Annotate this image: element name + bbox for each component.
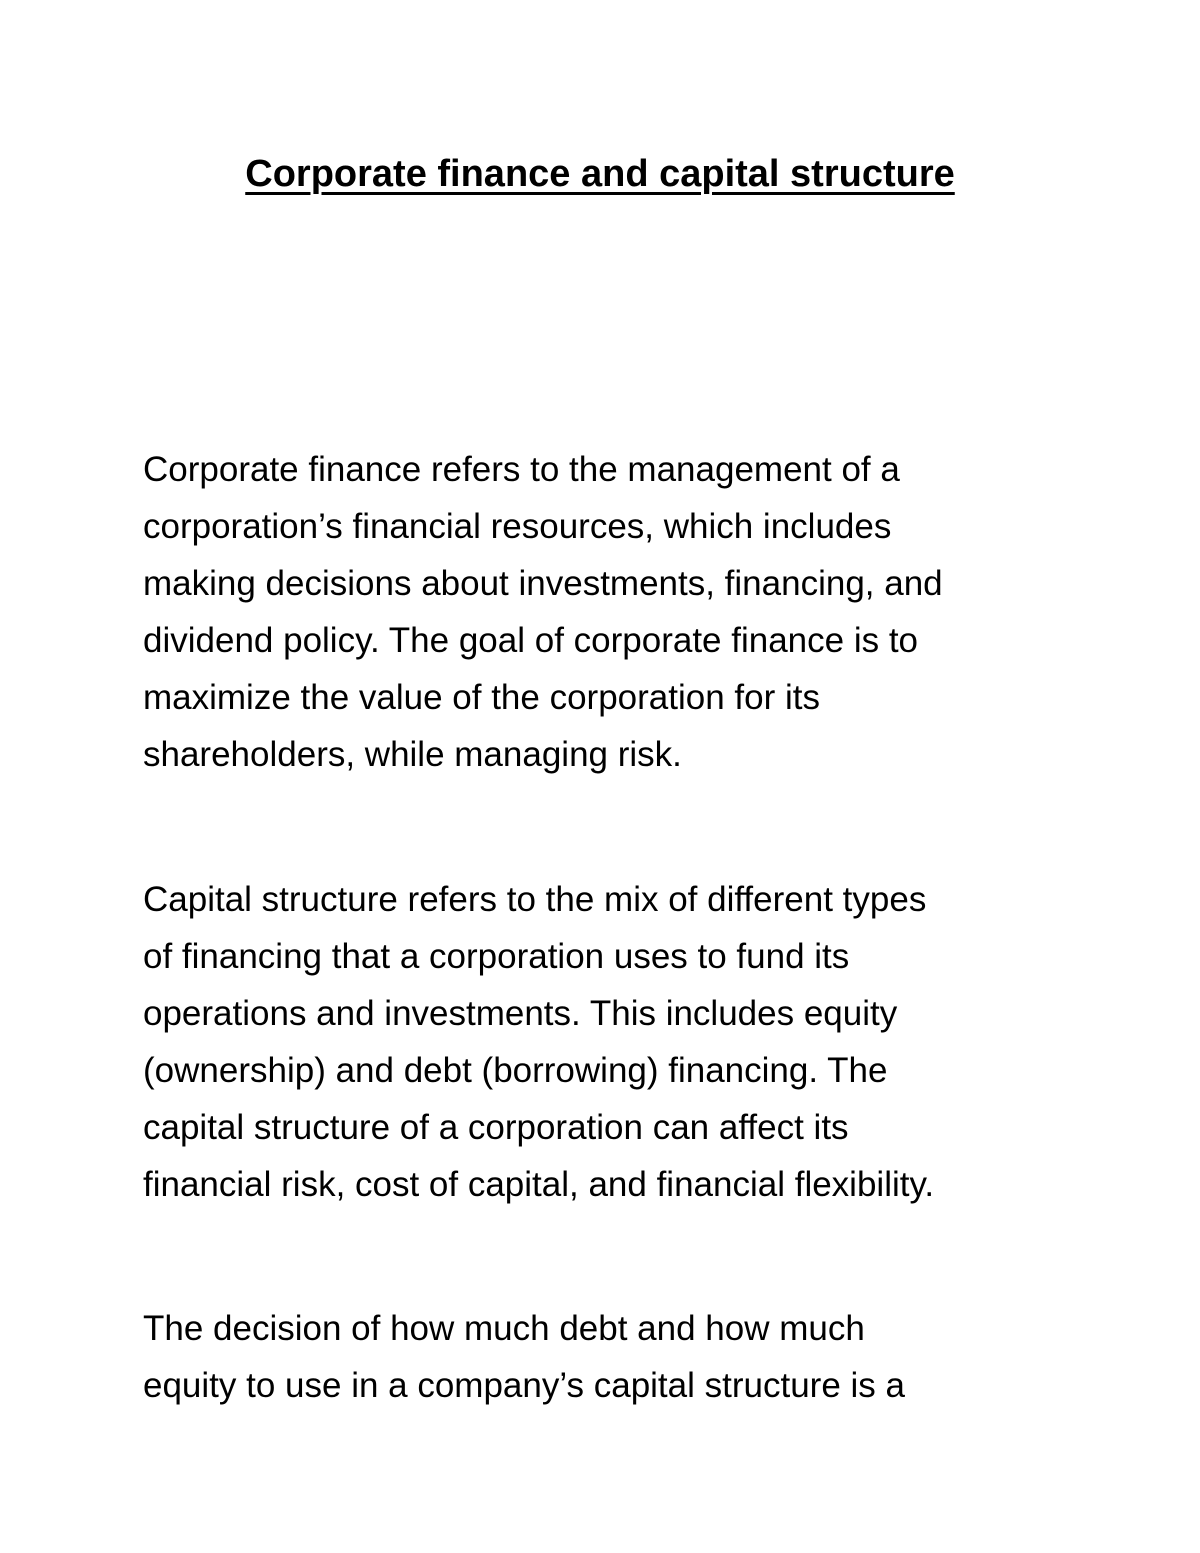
paragraph-debt-equity-decision xyxy=(143,1300,1103,1414)
paragraph-line: Capital structure refers to the mix of different types xyxy=(143,880,927,919)
paragraph-line: of financing that a corporation uses to fund its xyxy=(143,937,850,976)
paragraph-corporate-finance xyxy=(143,441,1103,783)
paragraph-line: The decision of how much debt and how much xyxy=(143,1309,865,1348)
paragraph-line: dividend policy. The goal of corporate finance is to xyxy=(143,621,919,660)
paragraph-line: operations and investments. This includes equity xyxy=(143,994,898,1033)
document-title: Corporate finance and capital structure xyxy=(245,153,955,195)
paragraph-line: corporation’s financial resources, which includes xyxy=(143,507,892,546)
paragraph-capital-structure xyxy=(143,871,1103,1213)
paragraph-line: (ownership) and debt (borrowing) financing. The xyxy=(143,1051,888,1090)
paragraph-line: shareholders, while managing risk. xyxy=(143,735,682,774)
paragraph-line: equity to use in a company’s capital structure is a xyxy=(143,1366,905,1405)
paragraph-line: capital structure of a corporation can affect its xyxy=(143,1108,849,1147)
paragraph-line: making decisions about investments, financing, and xyxy=(143,564,943,603)
paragraph-line: Corporate finance refers to the management of a xyxy=(143,450,900,489)
paragraph-line: financial risk, cost of capital, and financial flexibility. xyxy=(143,1165,935,1204)
paragraph-line: maximize the value of the corporation for its xyxy=(143,678,820,717)
